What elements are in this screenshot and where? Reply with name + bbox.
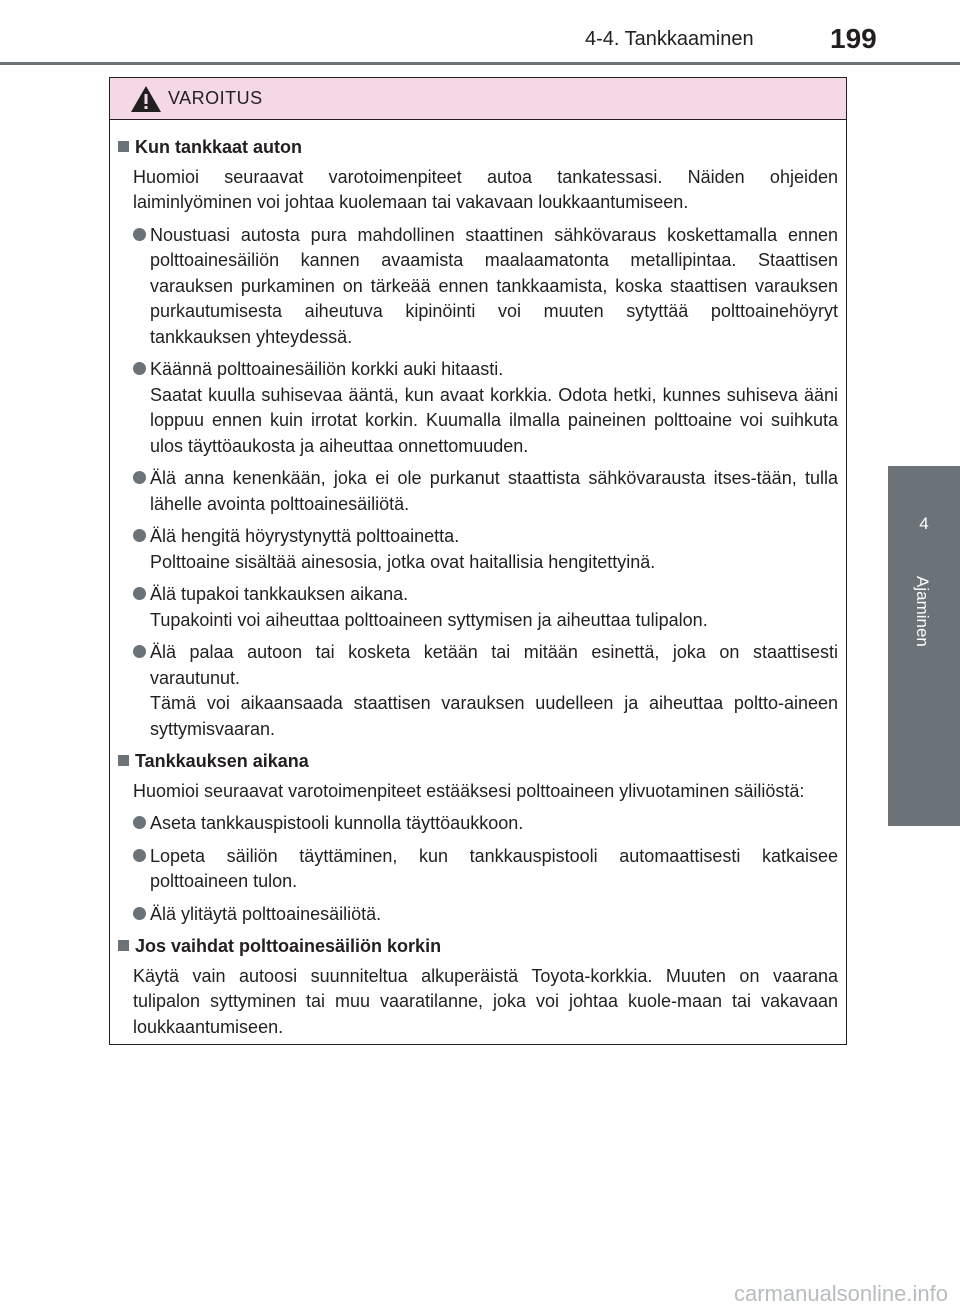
- bullet-item: [118, 811, 838, 837]
- chapter-number: 4: [919, 514, 929, 533]
- bullet-content: [150, 811, 838, 837]
- bullet-text: Polttoaine sisältää ainesosia, jotka ovat haitallisia hengitettyinä.: [150, 551, 656, 572]
- bullet-text: Älä ylitäytä polttoainesäiliötä.: [150, 903, 382, 924]
- bullet-text: Aseta tankkauspistooli kunnolla täyttöaukkoon.: [150, 813, 524, 833]
- round-bullet-icon: [133, 471, 146, 484]
- square-bullet-icon: [118, 141, 129, 152]
- bullet-content: [150, 902, 838, 928]
- bullet-item: [118, 524, 838, 575]
- section-heading-text: Tankkauksen aikana: [135, 751, 309, 771]
- bullet-content: [150, 640, 838, 742]
- bullet-item: [118, 844, 838, 895]
- chapter-side-tab: [888, 466, 960, 826]
- square-bullet-icon: [118, 940, 129, 951]
- bullet-content: [150, 524, 838, 575]
- header-rule: [0, 62, 960, 65]
- section-title: 4-4. Tankkaaminen: [585, 28, 754, 50]
- chapter-label: Ajaminen: [913, 576, 932, 647]
- bullet-text: Älä tupakoi tankkauksen aikana.: [150, 584, 409, 604]
- bullet-text: Älä anna kenenkään, joka ei ole purkanut staattista sähkövarausta itses-tään, tulla lähelle avointa polttoainesäiliötä.: [150, 468, 838, 514]
- bullet-text: Käännä polttoainesäiliön korkki auki hitaasti.: [150, 359, 504, 379]
- bullet-content: [150, 357, 838, 459]
- round-bullet-icon: [133, 228, 146, 241]
- section-heading: [118, 934, 838, 960]
- bullet-item: [118, 223, 838, 351]
- bullet-item: [118, 357, 838, 459]
- bullet-content: [150, 844, 838, 895]
- bullet-text: Älä hengitä höyrystynyttä polttoainetta.: [150, 526, 460, 546]
- warning-box: [109, 77, 847, 1045]
- bullet-text: Noustuasi autosta pura mahdollinen staattinen sähkövaraus koskettamalla ennen polttoainesäiliön kannen avaamista maalaamatonta metallipintaa. Staattisen varauksen purkaminen on tärkeää ennen tankkaamista, koska staattisen varauksen purkautumisesta aiheutuva kipinöinti voi muuten sytyttää polttoainehöyryt tankkauksen yhteydessä.: [150, 224, 838, 347]
- round-bullet-icon: [133, 849, 146, 862]
- bullet-text: Saatat kuulla suhisevaa ääntä, kun avaat korkkia. Odota hetki, kunnes suhiseva ääni loppuu ennen kuin irrotat korkin. Kuumalla ilmalla paineinen polttoaine voi suihkuta ulos täyttöaukosta ja aiheuttaa onnettomuuden.: [150, 384, 838, 456]
- bullet-content: [150, 466, 838, 517]
- bullet-text: Älä palaa autoon tai kosketa ketään tai mitään esinettä, joka on staattisesti varautunut.: [150, 642, 838, 688]
- page-number: 199: [830, 23, 877, 54]
- section-heading: [118, 135, 838, 161]
- bullet-item: [118, 466, 838, 517]
- square-bullet-icon: [118, 755, 129, 766]
- round-bullet-icon: [133, 645, 146, 658]
- section-heading: [118, 749, 838, 775]
- section-paragraph: Huomioi seuraavat varotoimenpiteet autoa tankatessasi. Näiden ohjeiden laiminlyöminen voi johtaa kuolemaan tai vakavaan loukkaantumiseen.: [133, 166, 838, 212]
- warning-body: [110, 120, 846, 1040]
- round-bullet-icon: [133, 587, 146, 600]
- round-bullet-icon: [133, 816, 146, 829]
- bullet-item: [118, 582, 838, 633]
- watermark: carmanualsonline.info: [733, 1281, 948, 1306]
- warning-triangle-icon: [130, 84, 162, 114]
- bullet-item: [118, 640, 838, 742]
- bullet-text: Tupakointi voi aiheuttaa polttoaineen syttymisen ja aiheuttaa tulipalon.: [150, 609, 708, 630]
- round-bullet-icon: [133, 907, 146, 920]
- round-bullet-icon: [133, 362, 146, 375]
- round-bullet-icon: [133, 529, 146, 542]
- bullet-item: [118, 902, 838, 928]
- section-paragraph: Käytä vain autoosi suunniteltua alkuperäistä Toyota-korkkia. Muuten on vaarana tulipalon syttyminen tai muu vaaratilanne, joka voi johtaa kuole-maan tai vakavaan loukkaantumiseen.: [133, 965, 838, 1037]
- section-heading-text: Jos vaihdat polttoainesäiliön korkin: [135, 936, 442, 956]
- bullet-content: [150, 223, 838, 351]
- bullet-text: Tämä voi aikaansaada staattisen varauksen uudelleen ja aiheuttaa poltto-aineen syttymisvaaran.: [150, 693, 838, 739]
- warning-title: VAROITUS: [168, 88, 263, 108]
- section-heading-text: Kun tankkaat auton: [135, 137, 303, 157]
- section-paragraph: Huomioi seuraavat varotoimenpiteet estääksesi polttoaineen ylivuotaminen säiliöstä:: [133, 780, 805, 801]
- warning-header: [110, 78, 846, 120]
- bullet-content: [150, 582, 838, 633]
- bullet-text: Lopeta säiliön täyttäminen, kun tankkauspistooli automaattisesti katkaisee polttoaineen tulon.: [150, 845, 838, 891]
